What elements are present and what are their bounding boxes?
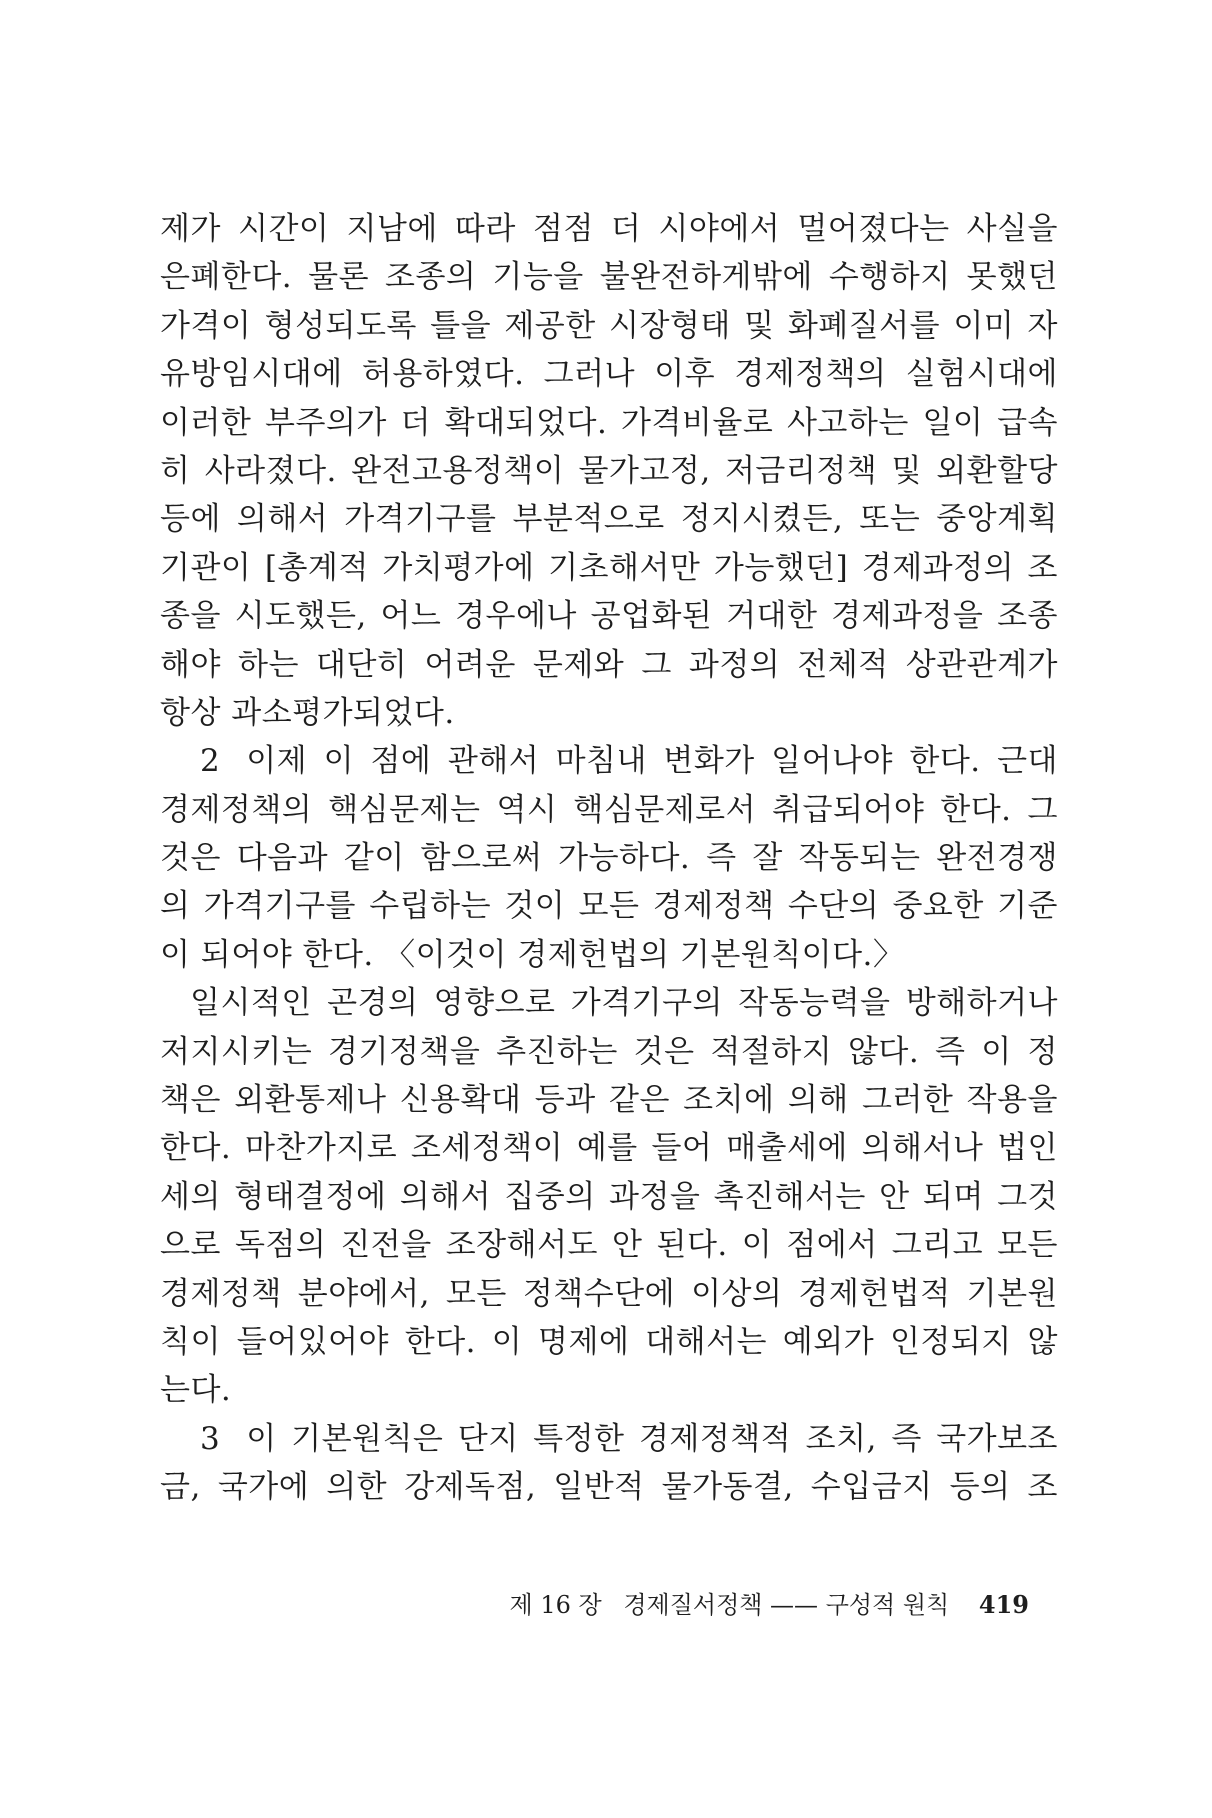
text-line: 은폐한다. 물론 조종의 기능을 불완전하게밖에 수행하지 못했던 [160, 259, 1058, 296]
section-number: 2 [200, 743, 221, 780]
text-line: 해야 하는 대단히 어려운 문제와 그 과정의 전체적 상관관계가 [160, 646, 1058, 683]
paragraph-first-line [160, 979, 1058, 1027]
text-line: 저지시키는 경기정책을 추진하는 것은 적절하지 않다. 즉 이 정 [160, 1033, 1058, 1070]
text-line: 책은 외환통제나 신용확대 등과 같은 조치에 의해 그러한 작용을 [160, 1082, 1058, 1119]
section-number: 3 [200, 1420, 221, 1457]
text-line: 경제정책의 핵심문제는 역시 핵심문제로서 취급되어야 한다. 그 [160, 791, 1058, 828]
text-line: 세의 형태결정에 의해서 집중의 과정을 촉진해서는 안 되며 그것 [160, 1178, 1058, 1215]
text-line: 으로 독점의 진전을 조장해서도 안 된다. 이 점에서 그리고 모든 [160, 1227, 1058, 1264]
section-3-first-line [160, 1415, 1058, 1463]
footer-chapter: 제 16 장 [509, 1591, 602, 1619]
page-number: 419 [978, 1590, 1029, 1619]
text-line: 제가 시간이 지남에 따라 점점 더 시야에서 멀어졌다는 사실을 [160, 211, 1058, 247]
text-line: 등에 의해서 가격기구를 부분적으로 정지시켰든, 또는 중앙계획 [160, 501, 1058, 538]
text-line: 항상 과소평가되었다. [160, 694, 455, 731]
text-line: 히 사라졌다. 완전고용정책이 물가고정, 저금리정책 및 외환할당 [160, 452, 1058, 489]
text-line: 가격이 형성되도록 틀을 제공한 시장형태 및 화폐질서를 이미 자 [160, 307, 1058, 344]
text-line: 이 기본원칙은 단지 특정한 경제정책적 조치, 즉 국가보조 [246, 1420, 1058, 1457]
text-line: 이러한 부주의가 더 확대되었다. 가격비율로 사고하는 일이 급속 [160, 404, 1058, 441]
text-line: 것은 다음과 같이 함으로써 가능하다. 즉 잘 작동되는 완전경쟁 [160, 840, 1058, 877]
text-line: 이 되어야 한다. 〈이것이 경제헌법의 기본원칙이다.〉 [160, 936, 905, 973]
section-2-first-line [160, 737, 1058, 785]
text-line: 는다. [160, 1372, 232, 1409]
running-footer [510, 1585, 1029, 1620]
text-line: 일시적인 곤경의 영향으로 가격기구의 작동능력을 방해하거나 [190, 985, 1058, 1022]
text-line: 기관이 [총계적 가치평가에 기초해서만 가능했던] 경제과정의 조 [160, 549, 1058, 586]
page-body [160, 205, 1058, 1512]
text-line: 유방임시대에 허용하였다. 그러나 이후 경제정책의 실험시대에 [160, 356, 1058, 393]
text-line: 경제정책 분야에서, 모든 정책수단에 이상의 경제헌법적 기본원 [160, 1275, 1058, 1312]
text-line: 종을 시도했든, 어느 경우에나 공업화된 거대한 경제과정을 조종 [160, 598, 1058, 635]
text-line: 한다. 마찬가지로 조세정책이 예를 들어 매출세에 의해서나 법인 [160, 1130, 1058, 1167]
text-line: 이제 이 점에 관해서 마침내 변화가 일어나야 한다. 근대 [246, 743, 1058, 780]
footer-title: 경제질서정책 —— 구성적 원칙 [623, 1591, 950, 1619]
text-line: 의 가격기구를 수립하는 것이 모든 경제정책 수단의 중요한 기준 [160, 888, 1058, 925]
text-line: 칙이 들어있어야 한다. 이 명제에 대해서는 예외가 인정되지 않 [160, 1323, 1058, 1360]
text-line: 금, 국가에 의한 강제독점, 일반적 물가동결, 수입금지 등의 조 [160, 1469, 1058, 1506]
